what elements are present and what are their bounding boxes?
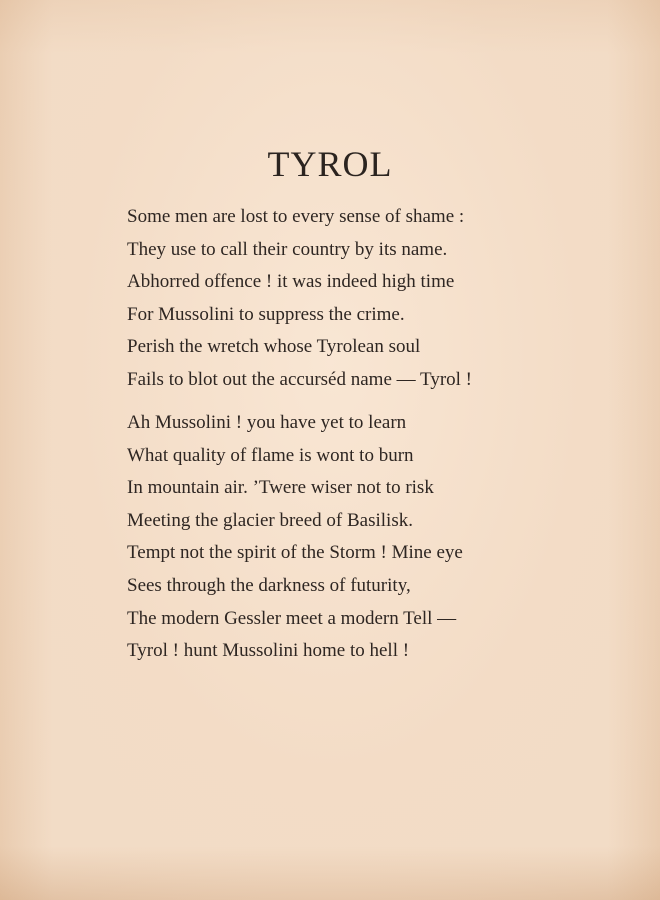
poem-line: They use to call their country by its name. <box>127 238 448 260</box>
poem-title: TYROL <box>267 144 393 184</box>
poem-line: Some men are lost to every sense of shame : <box>127 206 465 227</box>
poem-line: Fails to blot out the accurséd name — Tyrol ! <box>127 368 472 390</box>
poem-line: For Mussolini to suppress the crime. <box>127 303 405 325</box>
poem-line: The modern Gessler meet a modern Tell — <box>127 607 457 629</box>
poem-line: Ah Mussolini ! you have yet to learn <box>127 412 407 433</box>
stanza-2 <box>127 407 607 668</box>
poem-line: Tyrol ! hunt Mussolini home to hell ! <box>127 640 410 662</box>
poem-line: Abhorred offence ! it was indeed high time <box>127 271 455 293</box>
poem-line: Sees through the darkness of futurity, <box>127 574 411 596</box>
poem-line: In mountain air. ’Twere wiser not to risk <box>127 477 434 499</box>
poem-line: Meeting the glacier breed of Basilisk. <box>127 509 413 531</box>
stanza-1 <box>127 201 607 397</box>
poem-line: What quality of flame is wont to burn <box>127 444 414 466</box>
poem-line: Perish the wretch whose Tyrolean soul <box>127 336 421 358</box>
poem-line: Tempt not the spirit of the Storm ! Mine eye <box>127 542 463 564</box>
